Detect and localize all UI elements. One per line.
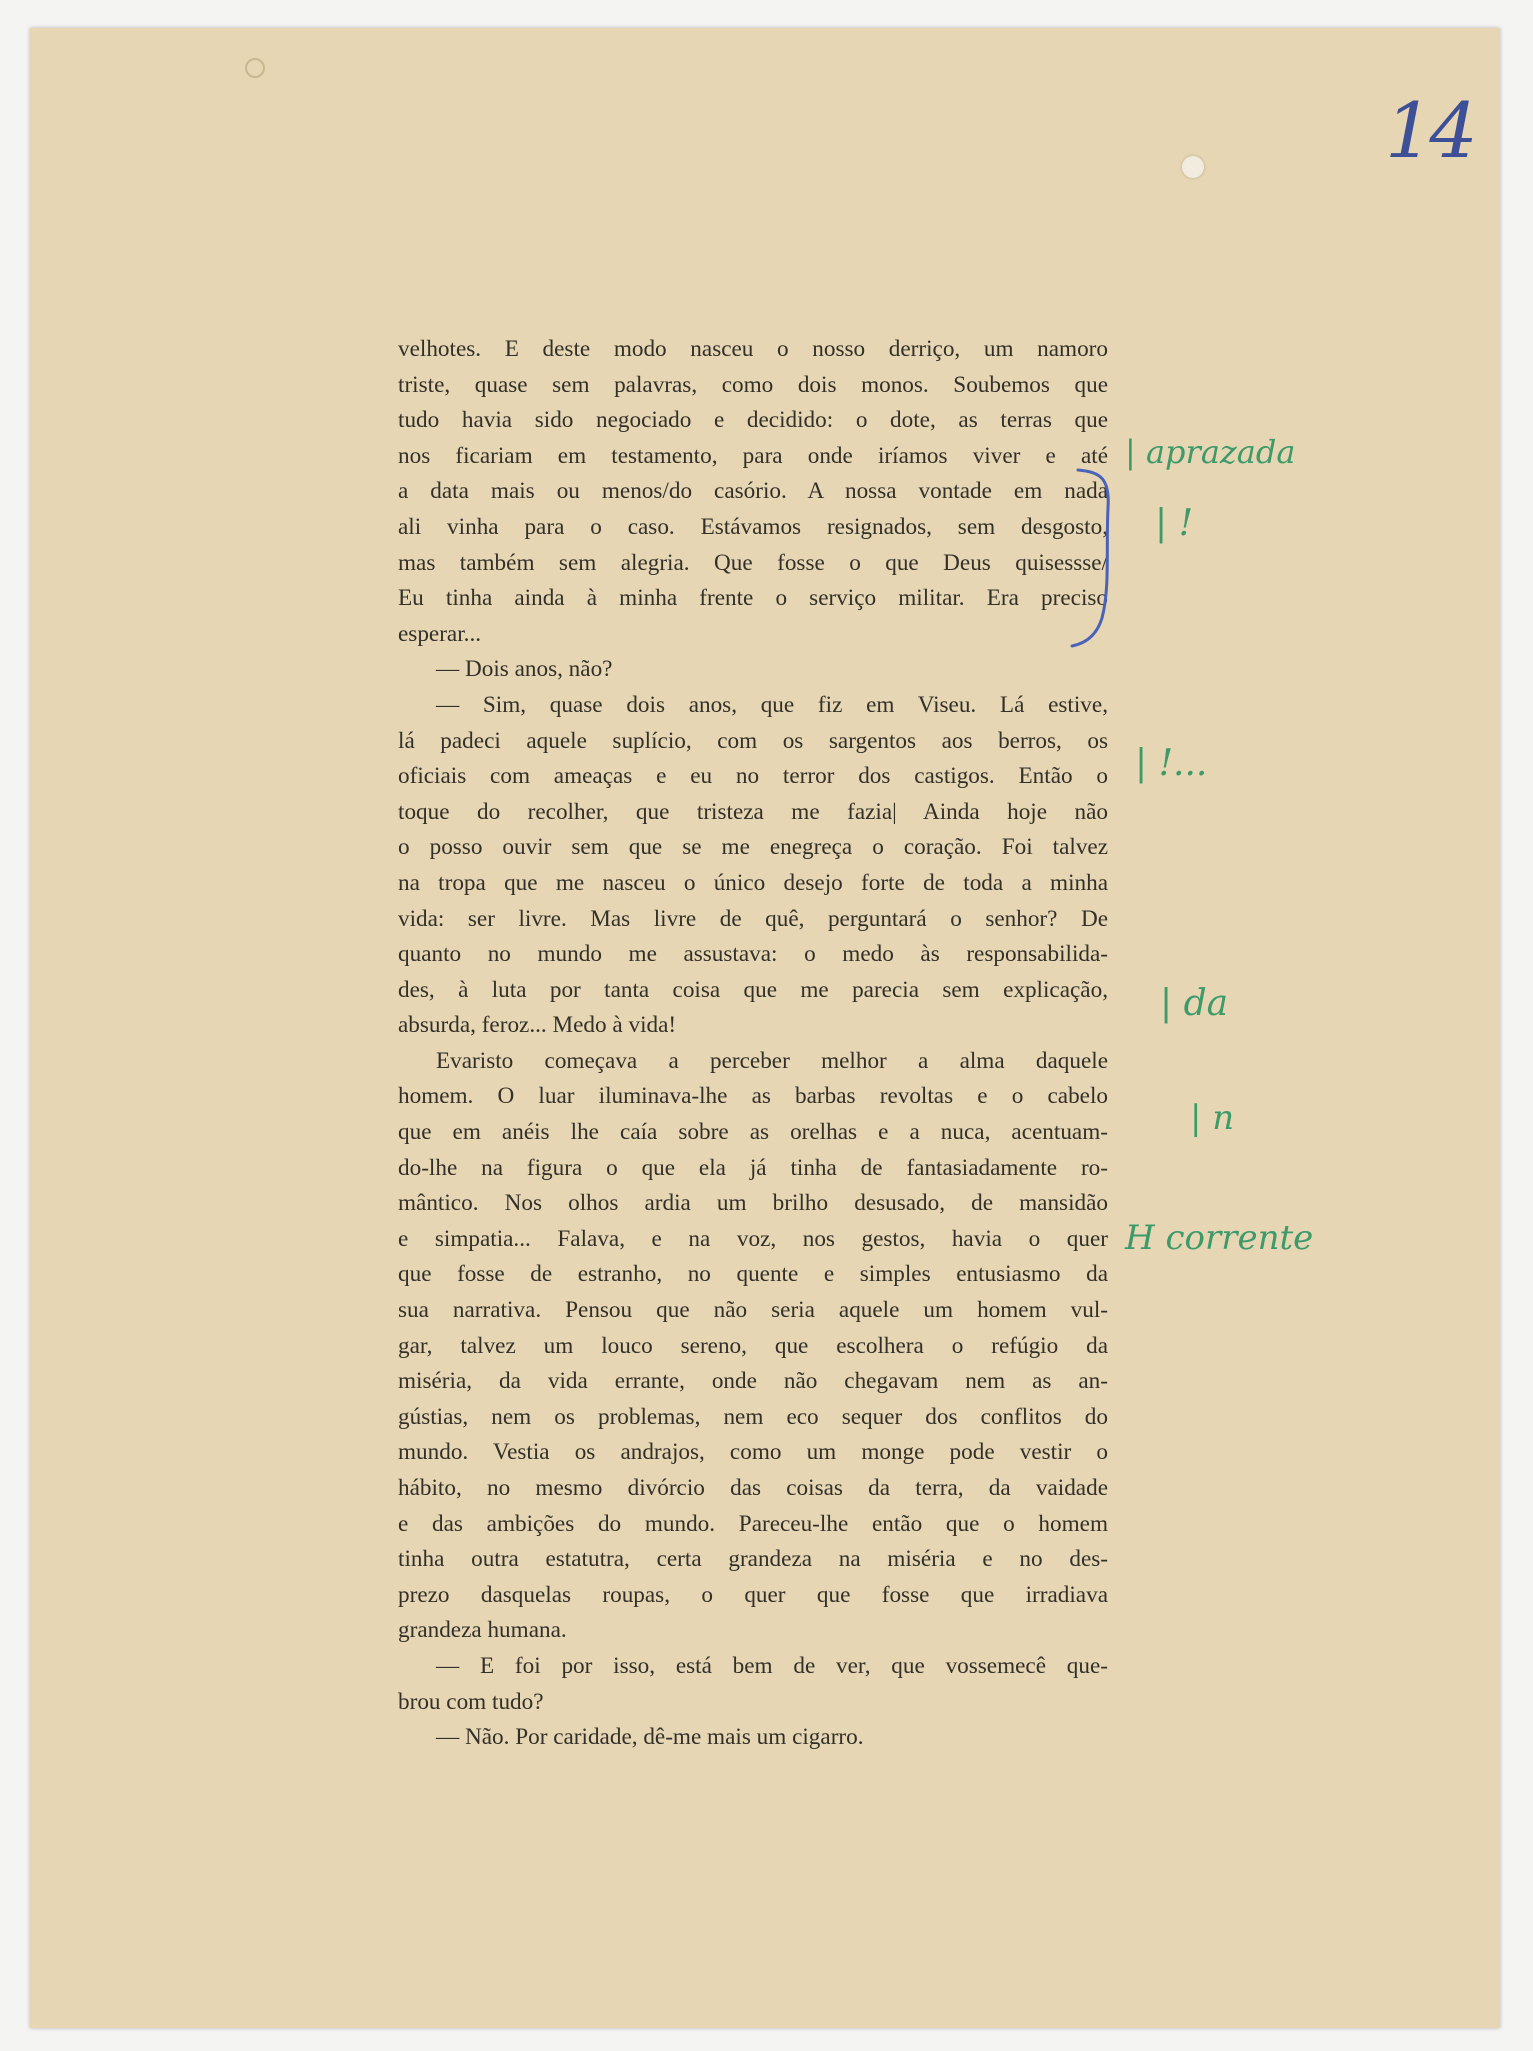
text-line: tinha outra estatutra, certa grandeza na miséria e no des- bbox=[398, 1546, 1108, 1573]
text-line: do-lhe na figura o que ela já tinha de fantasiadamente ro- bbox=[398, 1154, 1108, 1181]
text-line: — Dois anos, não? bbox=[436, 656, 613, 683]
text-line: nos ficariam em testamento, para onde iríamos viver e até bbox=[398, 442, 1108, 469]
text-line: mas também sem alegria. Que fosse o que Deus quisessse/ bbox=[398, 549, 1108, 576]
text-line: mântico. Nos olhos ardia um brilho desusado, de mansidão bbox=[398, 1190, 1108, 1217]
text-line: e das ambições do mundo. Pareceu-lhe então que o homem bbox=[398, 1510, 1108, 1537]
pin-hole bbox=[1182, 156, 1204, 178]
text-line: o posso ouvir sem que se me enegreça o coração. Foi talvez bbox=[398, 834, 1108, 861]
text-line: gar, talvez um louco sereno, que escolhera o refúgio da bbox=[398, 1332, 1108, 1359]
margin-bracket bbox=[1070, 468, 1130, 648]
text-line: mundo. Vestia os andrajos, como um monge pode vestir o bbox=[398, 1439, 1108, 1466]
text-line: — Não. Por caridade, dê-me mais um cigarro. bbox=[436, 1724, 864, 1751]
margin-note-da: | da bbox=[1160, 983, 1229, 1024]
manuscript-page bbox=[30, 28, 1500, 2028]
text-line: quanto no mundo me assustava: o medo às responsabilida- bbox=[398, 941, 1108, 968]
text-line: homem. O luar iluminava-lhe as barbas revoltas e o cabelo bbox=[398, 1083, 1108, 1110]
text-line: toque do recolher, que tristeza me fazia| Ainda hoje não bbox=[398, 798, 1108, 825]
text-line: a data mais ou menos/do casório. A nossa vontade em nada bbox=[398, 478, 1108, 505]
text-line: Evaristo começava a perceber melhor a alma daquele bbox=[436, 1047, 1108, 1074]
text-line: — Sim, quase dois anos, que fiz em Viseu. Lá estive, bbox=[436, 691, 1108, 718]
text-line: absurda, feroz... Medo à vida! bbox=[398, 1012, 677, 1039]
margin-note-aprazada: | aprazada bbox=[1125, 433, 1296, 471]
text-line: vida: ser livre. Mas livre de quê, perguntará o senhor? De bbox=[398, 905, 1108, 932]
text-line: Eu tinha ainda à minha frente o serviço militar. Era preciso bbox=[398, 585, 1108, 612]
text-line: brou com tudo? bbox=[398, 1688, 544, 1715]
text-line: — E foi por isso, está bem de ver, que vossemecê que- bbox=[436, 1652, 1108, 1679]
text-line: prezo dasquelas roupas, o quer que fosse que irradiava bbox=[398, 1581, 1108, 1608]
text-line: grandeza humana. bbox=[398, 1617, 567, 1644]
margin-note-exclamation: | ! bbox=[1155, 503, 1194, 544]
corner-stain bbox=[245, 58, 265, 78]
text-line: oficiais com ameaças e eu no terror dos castigos. Então o bbox=[398, 763, 1108, 790]
text-line: miséria, da vida errante, onde não chegavam nem as an- bbox=[398, 1368, 1108, 1395]
text-line: triste, quase sem palavras, como dois monos. Soubemos que bbox=[398, 371, 1108, 398]
margin-note-corrente: H corrente bbox=[1125, 1218, 1314, 1258]
text-line: e simpatia... Falava, e na voz, nos gestos, havia o quer bbox=[398, 1225, 1108, 1252]
body-text bbox=[398, 332, 1108, 1756]
text-line: lá padeci aquele suplício, com os sargentos aos berros, os bbox=[398, 727, 1108, 754]
text-line: na tropa que me nasceu o único desejo forte de toda a minha bbox=[398, 869, 1108, 896]
text-line: que em anéis lhe caía sobre as orelhas e a nuca, acentuam- bbox=[398, 1119, 1108, 1146]
text-line: tudo havia sido negociado e decidido: o dote, as terras que bbox=[398, 407, 1108, 434]
page-number: 14 bbox=[1385, 86, 1474, 175]
text-line: sua narrativa. Pensou que não seria aquele um homem vul- bbox=[398, 1297, 1108, 1324]
text-line: que fosse de estranho, no quente e simples entusiasmo da bbox=[398, 1261, 1108, 1288]
text-line: esperar... bbox=[398, 620, 482, 647]
text-line: velhotes. E deste modo nasceu o nosso derriço, um namoro bbox=[398, 336, 1108, 362]
margin-note-exclamation-ellipsis: | !... bbox=[1135, 743, 1208, 784]
text-line: ali vinha para o caso. Estávamos resignados, sem desgosto, bbox=[398, 513, 1108, 540]
text-line: hábito, no mesmo divórcio das coisas da terra, da vaidade bbox=[398, 1475, 1108, 1501]
text-line: des, à luta por tanta coisa que me parecia sem explicação, bbox=[398, 976, 1108, 1003]
margin-note-n: | n bbox=[1190, 1098, 1235, 1138]
text-line: gústias, nem os problemas, nem eco sequer dos conflitos do bbox=[398, 1403, 1108, 1430]
